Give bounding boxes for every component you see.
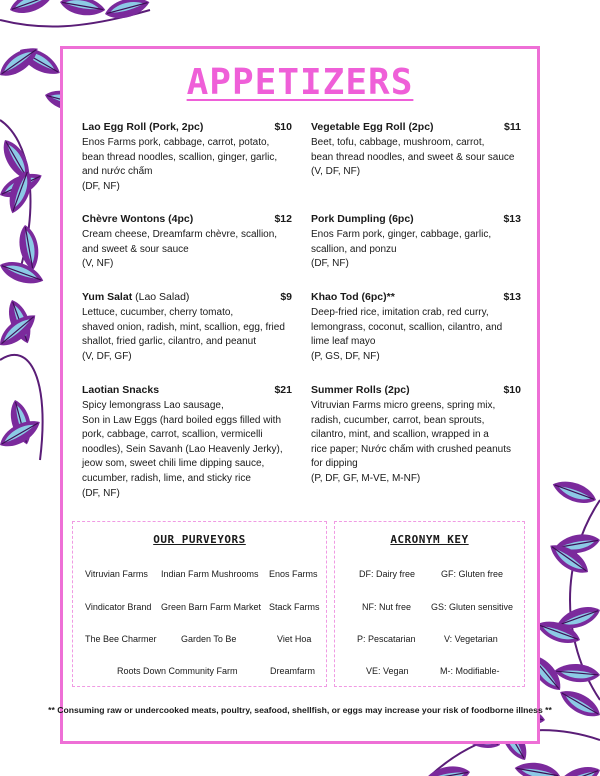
item-price: $21 xyxy=(274,384,292,396)
purveyor-name: Roots Down Community Farm xyxy=(117,666,238,676)
menu-item xyxy=(82,291,292,364)
desc-line: (V, NF) xyxy=(82,258,114,270)
desc-line: Enos Farm pork, ginger, cabbage, garlic, xyxy=(311,229,492,240)
purveyor-name: Enos Farms xyxy=(269,569,318,579)
menu-item xyxy=(82,213,292,272)
desc-line: Deep-fried rice, imitation crab, red curry, xyxy=(311,307,489,318)
menu-item xyxy=(311,213,521,272)
desc-line: shaved onion, radish, mint, scallion, egg, fried xyxy=(82,321,285,333)
desc-line: rice paper; Nước chấm with crushed peanuts xyxy=(311,443,512,455)
desc-line: Lettuce, cucumber, cherry tomato, xyxy=(82,307,234,318)
item-price: $10 xyxy=(503,384,521,396)
item-price: $13 xyxy=(503,291,521,303)
desc-line: bean thread noodles, and sweet & sour sauce xyxy=(311,151,515,163)
desc-line: and sweet & sour sauce xyxy=(82,243,189,255)
menu-item xyxy=(82,121,292,194)
item-name: Khao Tod (6pc)** xyxy=(311,291,395,303)
desc-line: lemongrass, coconut, scallion, cilantro, and xyxy=(311,321,503,333)
menu-item xyxy=(82,384,292,501)
desc-line: Enos Farms pork, cabbage, carrot, potato, xyxy=(82,137,270,148)
desc-line: (V, DF, GF) xyxy=(82,350,132,362)
item-description xyxy=(82,136,292,194)
purveyor-name: Garden To Be xyxy=(181,634,237,644)
desc-line: (P, GS, DF, NF) xyxy=(311,350,380,362)
acronym-box xyxy=(334,521,525,687)
desc-line: Spicy lemongrass Lao sausage, xyxy=(82,400,224,411)
desc-line: radish, cucumber, carrot, bean sprouts, xyxy=(311,414,485,426)
acronym-entry: M-: Modifiable- xyxy=(440,666,500,676)
acronym-title: ACRONYM KEY xyxy=(390,533,469,546)
food-safety-disclaimer: ** Consuming raw or undercooked meats, poultry, seafood, shellfish, or eggs may increase your risk of foodborne illness ** xyxy=(48,705,552,715)
item-price: $13 xyxy=(503,213,521,225)
desc-line: Cream cheese, Dreamfarm chèvre, scallion, xyxy=(82,229,278,240)
desc-line: and nước chấm xyxy=(82,166,153,178)
item-price: $10 xyxy=(274,121,292,133)
item-price: $9 xyxy=(280,291,292,303)
item-name: Laotian Snacks xyxy=(82,384,160,396)
item-name: Chèvre Wontons (4pc) xyxy=(82,213,194,225)
desc-line: (V, DF, NF) xyxy=(311,166,361,178)
item-description xyxy=(311,136,521,180)
desc-line: Vitruvian Farms micro greens, spring mix, xyxy=(311,400,496,411)
item-description xyxy=(82,399,292,501)
desc-line: shallot, fried garlic, cilantro, and peanut xyxy=(82,336,256,348)
page-title: APPETIZERS xyxy=(186,62,414,103)
item-name: Lao Egg Roll (Pork, 2pc) xyxy=(82,121,204,133)
purveyor-name: Vindicator Brand xyxy=(85,602,152,612)
desc-line: lime leaf mayo xyxy=(311,336,376,348)
item-description xyxy=(311,399,521,487)
item-description xyxy=(82,306,292,364)
purveyor-name: Vitruvian Farms xyxy=(85,569,148,579)
purveyors-box xyxy=(72,521,327,687)
item-name xyxy=(82,291,189,304)
desc-line: bean thread noodles, scallion, ginger, garlic, xyxy=(82,151,278,163)
acronym-entry: GS: Gluten sensitive xyxy=(431,602,514,612)
desc-line: pork, cabbage, carrot, scallion, vermicelli xyxy=(82,429,263,441)
item-name: Pork Dumpling (6pc) xyxy=(311,213,414,225)
item-name: Vegetable Egg Roll (2pc) xyxy=(311,121,434,133)
purveyor-name: Green Barn Farm Market xyxy=(161,602,262,612)
purveyor-name: Viet Hoa xyxy=(277,634,312,644)
acronym-entry: DF: Dairy free xyxy=(359,569,416,579)
desc-line: Beet, tofu, cabbage, mushroom, carrot, xyxy=(311,137,485,148)
desc-line: scallion, and ponzu xyxy=(311,243,397,255)
purveyor-name: Indian Farm Mushrooms xyxy=(161,569,259,579)
purveyor-name: Stack Farms xyxy=(269,602,320,612)
menu-item xyxy=(311,291,521,364)
menu-item xyxy=(311,384,521,487)
desc-line: cilantro, mint, and scallion, wrapped in a xyxy=(311,429,489,441)
item-description xyxy=(311,228,521,272)
item-description xyxy=(311,306,521,364)
acronym-entry: GF: Gluten free xyxy=(441,569,504,579)
item-name-sub: (Lao Salad) xyxy=(132,291,190,303)
desc-line: (DF, NF) xyxy=(82,180,120,192)
desc-line: cucumber, radish, lime, and sticky rice xyxy=(82,472,251,484)
purveyors-title: OUR PURVEYORS xyxy=(153,533,246,546)
purveyor-name: The Bee Charmer xyxy=(85,634,157,644)
desc-line: (DF, NF) xyxy=(311,258,349,270)
desc-line: jeow som, sweet chili lime dipping sauce, xyxy=(82,458,265,470)
item-price: $12 xyxy=(274,213,292,225)
item-name-main: Yum Salat xyxy=(82,291,133,303)
acronym-entry: NF: Nut free xyxy=(362,602,412,612)
item-description xyxy=(82,228,292,272)
item-price: $11 xyxy=(504,121,521,133)
desc-line: Son in Law Eggs (hard boiled eggs filled with xyxy=(82,414,282,426)
acronym-entry: V: Vegetarian xyxy=(444,634,498,644)
menu-item xyxy=(311,121,521,180)
desc-line: noodles), Sein Savanh (Lao Heavenly Jerky), xyxy=(82,443,283,455)
desc-line: for dipping xyxy=(311,458,358,470)
acronym-entry: P: Pescatarian xyxy=(357,634,416,644)
acronym-entry: VE: Vegan xyxy=(366,666,409,676)
desc-line: (P, DF, GF, M-VE, M-NF) xyxy=(311,472,421,484)
item-name: Summer Rolls (2pc) xyxy=(311,384,410,396)
purveyor-name: Dreamfarm xyxy=(270,666,316,676)
desc-line: (DF, NF) xyxy=(82,487,120,499)
